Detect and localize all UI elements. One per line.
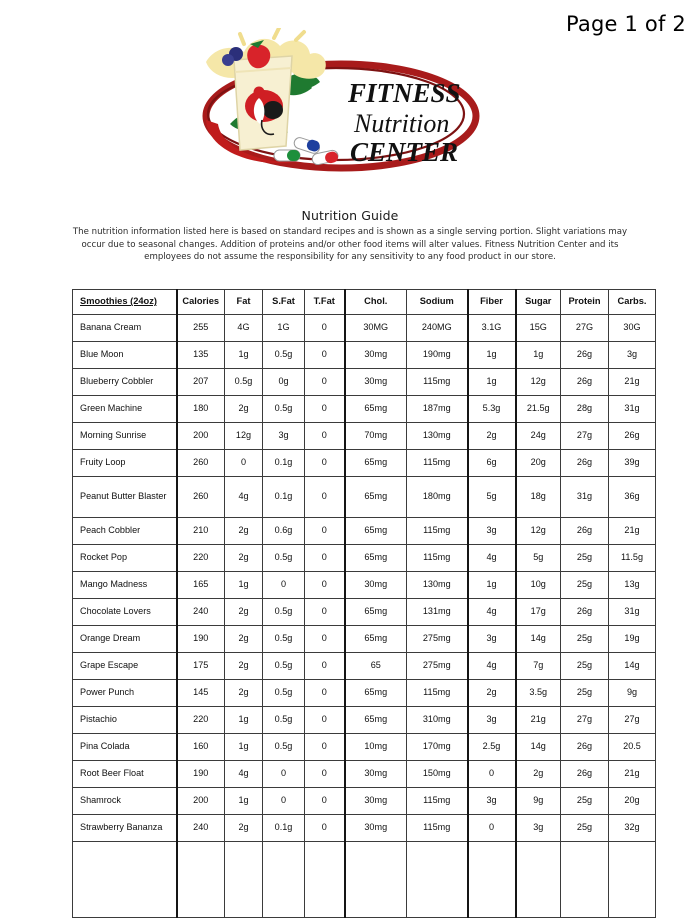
table-row-empty — [73, 842, 656, 918]
cell-sodium: 240MG — [407, 315, 468, 342]
table-row — [73, 396, 656, 423]
cell-sfat: 0g — [263, 369, 305, 396]
table-row — [73, 369, 656, 396]
cell-name: Green Machine — [73, 396, 177, 423]
cell-protein: 31g — [561, 477, 609, 518]
cell-sugar: 14g — [516, 626, 561, 653]
cell-carbs: 36g — [609, 477, 656, 518]
cell-fat: 4g — [225, 761, 263, 788]
cell-sugar: 7g — [516, 653, 561, 680]
cell-fiber: 3g — [468, 707, 516, 734]
cell-sodium: 115mg — [407, 450, 468, 477]
table-row — [73, 450, 656, 477]
cell-carbs: 39g — [609, 450, 656, 477]
cell-sfat: 0.5g — [263, 707, 305, 734]
cell-chol-empty — [345, 842, 407, 918]
cell-sugar: 14g — [516, 734, 561, 761]
cell-fiber: 2g — [468, 423, 516, 450]
cell-sugar: 10g — [516, 572, 561, 599]
cell-name: Chocolate Lovers — [73, 599, 177, 626]
cell-tfat: 0 — [305, 626, 345, 653]
cell-sugar: 9g — [516, 788, 561, 815]
cell-tfat: 0 — [305, 815, 345, 842]
cell-carbs: 9g — [609, 680, 656, 707]
cell-protein: 25g — [561, 680, 609, 707]
column-header-tfat: T.Fat — [305, 290, 345, 315]
cell-tfat: 0 — [305, 450, 345, 477]
cell-chol: 65mg — [345, 599, 407, 626]
cell-tfat: 0 — [305, 653, 345, 680]
logo-text-fitness: FITNESS — [348, 78, 461, 108]
cell-chol: 65mg — [345, 450, 407, 477]
cell-fat: 1g — [225, 342, 263, 369]
cell-fat: 2g — [225, 653, 263, 680]
cell-fiber: 1g — [468, 369, 516, 396]
table-row — [73, 315, 656, 342]
cell-chol: 65mg — [345, 545, 407, 572]
cell-fiber: 5.3g — [468, 396, 516, 423]
cell-carbs: 31g — [609, 599, 656, 626]
cell-protein: 26g — [561, 369, 609, 396]
cell-sfat: 0.5g — [263, 626, 305, 653]
cell-calories: 240 — [177, 815, 225, 842]
cell-chol: 65mg — [345, 626, 407, 653]
cell-carbs-empty — [609, 842, 656, 918]
cell-fiber: 3.1G — [468, 315, 516, 342]
cell-calories: 200 — [177, 423, 225, 450]
cell-tfat: 0 — [305, 707, 345, 734]
cell-carbs: 11.5g — [609, 545, 656, 572]
cell-fiber: 1g — [468, 342, 516, 369]
cell-fat: 2g — [225, 680, 263, 707]
cell-carbs: 32g — [609, 815, 656, 842]
cell-fiber: 0 — [468, 761, 516, 788]
cell-calories-empty — [177, 842, 225, 918]
cell-name: Blueberry Cobbler — [73, 369, 177, 396]
cell-calories: 207 — [177, 369, 225, 396]
cell-name: Mango Madness — [73, 572, 177, 599]
cell-sfat: 1G — [263, 315, 305, 342]
cell-name: Blue Moon — [73, 342, 177, 369]
cell-carbs: 26g — [609, 423, 656, 450]
cell-fiber: 6g — [468, 450, 516, 477]
table-row — [73, 734, 656, 761]
cell-protein: 25g — [561, 815, 609, 842]
cell-name: Shamrock — [73, 788, 177, 815]
cell-carbs: 14g — [609, 653, 656, 680]
cell-protein: 25g — [561, 788, 609, 815]
cell-calories: 260 — [177, 477, 225, 518]
column-header-fiber: Fiber — [468, 290, 516, 315]
cell-protein: 25g — [561, 626, 609, 653]
cell-tfat: 0 — [305, 572, 345, 599]
cell-sfat: 0 — [263, 572, 305, 599]
cell-name: Strawberry Bananza — [73, 815, 177, 842]
table-row — [73, 477, 656, 518]
cell-carbs: 27g — [609, 707, 656, 734]
cell-fat: 0 — [225, 450, 263, 477]
table-row — [73, 545, 656, 572]
cell-protein: 27g — [561, 423, 609, 450]
cell-sugar: 2g — [516, 761, 561, 788]
cell-tfat: 0 — [305, 423, 345, 450]
cell-chol: 65mg — [345, 707, 407, 734]
nutrition-table-container — [72, 289, 647, 918]
cell-fat: 2g — [225, 518, 263, 545]
cell-fat: 4g — [225, 477, 263, 518]
cell-sodium: 115mg — [407, 518, 468, 545]
cell-sugar: 15G — [516, 315, 561, 342]
column-header-carbs: Carbs. — [609, 290, 656, 315]
cell-fat: 2g — [225, 815, 263, 842]
cell-chol: 65mg — [345, 680, 407, 707]
cell-calories: 190 — [177, 626, 225, 653]
cell-sodium: 115mg — [407, 815, 468, 842]
cell-sodium: 115mg — [407, 788, 468, 815]
cell-protein: 26g — [561, 761, 609, 788]
cell-sugar: 21.5g — [516, 396, 561, 423]
cell-fat: 2g — [225, 396, 263, 423]
cell-calories: 255 — [177, 315, 225, 342]
cell-fiber: 2g — [468, 680, 516, 707]
table-row — [73, 572, 656, 599]
cell-calories: 190 — [177, 761, 225, 788]
cell-sfat: 0 — [263, 761, 305, 788]
cell-carbs: 20g — [609, 788, 656, 815]
cell-fiber: 3g — [468, 626, 516, 653]
cell-chol: 65mg — [345, 396, 407, 423]
cell-sodium: 170mg — [407, 734, 468, 761]
cell-chol: 65mg — [345, 477, 407, 518]
cell-sodium: 187mg — [407, 396, 468, 423]
cell-fiber: 1g — [468, 572, 516, 599]
logo-text-center: CENTER — [350, 137, 459, 167]
cell-sodium: 310mg — [407, 707, 468, 734]
cell-name: Peanut Butter Blaster — [73, 477, 177, 518]
nutrition-disclaimer-text: The nutrition information listed here is based on standard recipes and is shown as a single serving portion. Slight variations may occur due to seasonal changes. Addition of proteins and/or other food items will alter values. Fitness Nutrition Center and its employees do not assume the responsibility for any sensitivity to any food product in our store. — [72, 227, 628, 263]
table-row — [73, 518, 656, 545]
cell-sodium: 130mg — [407, 423, 468, 450]
cell-sugar: 17g — [516, 599, 561, 626]
cell-chol: 30mg — [345, 788, 407, 815]
cell-tfat: 0 — [305, 761, 345, 788]
table-row — [73, 599, 656, 626]
cell-protein: 25g — [561, 653, 609, 680]
cell-sugar: 20g — [516, 450, 561, 477]
table-row — [73, 815, 656, 842]
cell-tfat: 0 — [305, 599, 345, 626]
table-row — [73, 342, 656, 369]
cell-fat-empty — [225, 842, 263, 918]
cell-carbs: 20.5 — [609, 734, 656, 761]
logo-text-nutrition: Nutrition — [354, 109, 450, 138]
cell-sfat-empty — [263, 842, 305, 918]
cell-fiber: 4g — [468, 653, 516, 680]
cell-chol: 70mg — [345, 423, 407, 450]
cell-carbs: 21g — [609, 761, 656, 788]
cell-chol: 10mg — [345, 734, 407, 761]
cell-protein: 26g — [561, 450, 609, 477]
cell-fat: 2g — [225, 599, 263, 626]
cell-sodium: 190mg — [407, 342, 468, 369]
cell-fiber: 5g — [468, 477, 516, 518]
logo-container — [0, 28, 700, 178]
cell-tfat: 0 — [305, 518, 345, 545]
cell-sugar: 3.5g — [516, 680, 561, 707]
cell-sfat: 0.5g — [263, 396, 305, 423]
cell-sugar-empty — [516, 842, 561, 918]
cell-sodium: 115mg — [407, 369, 468, 396]
cell-name: Peach Cobbler — [73, 518, 177, 545]
cell-tfat: 0 — [305, 369, 345, 396]
cell-sfat: 0.5g — [263, 680, 305, 707]
cell-carbs: 21g — [609, 518, 656, 545]
column-header-calories: Calories — [177, 290, 225, 315]
cell-sugar: 5g — [516, 545, 561, 572]
cell-chol: 30mg — [345, 342, 407, 369]
cell-tfat: 0 — [305, 315, 345, 342]
cell-sodium: 115mg — [407, 545, 468, 572]
cell-fiber: 2.5g — [468, 734, 516, 761]
cell-protein: 25g — [561, 572, 609, 599]
cell-protein: 26g — [561, 734, 609, 761]
table-header-row — [73, 290, 656, 315]
cell-name-empty — [73, 842, 177, 918]
cell-sodium-empty — [407, 842, 468, 918]
cell-fiber: 3g — [468, 788, 516, 815]
cell-fat: 2g — [225, 545, 263, 572]
cell-name: Fruity Loop — [73, 450, 177, 477]
table-row — [73, 680, 656, 707]
nutrition-table-body — [73, 315, 656, 918]
table-row — [73, 423, 656, 450]
cell-chol: 30mg — [345, 572, 407, 599]
logo-artwork — [178, 28, 488, 178]
table-row — [73, 761, 656, 788]
cell-sugar: 18g — [516, 477, 561, 518]
cell-chol: 30mg — [345, 369, 407, 396]
cell-calories: 145 — [177, 680, 225, 707]
nutrition-table — [72, 289, 656, 918]
column-header-smoothies: Smoothies (24oz) — [73, 290, 177, 315]
cell-sfat: 0.5g — [263, 653, 305, 680]
cell-calories: 200 — [177, 788, 225, 815]
column-header-protein: Protein — [561, 290, 609, 315]
cell-chol: 30MG — [345, 315, 407, 342]
cell-sfat: 0.1g — [263, 450, 305, 477]
cell-fat: 1g — [225, 707, 263, 734]
cell-sfat: 3g — [263, 423, 305, 450]
cell-sfat: 0.1g — [263, 815, 305, 842]
cell-sodium: 150mg — [407, 761, 468, 788]
cell-tfat: 0 — [305, 680, 345, 707]
cell-sfat: 0.1g — [263, 477, 305, 518]
cell-name: Morning Sunrise — [73, 423, 177, 450]
cell-protein: 27g — [561, 707, 609, 734]
cell-name: Banana Cream — [73, 315, 177, 342]
cell-name: Root Beer Float — [73, 761, 177, 788]
cell-fat: 1g — [225, 788, 263, 815]
fitness-nutrition-center-logo — [178, 28, 488, 178]
page-number-label: Page 1 of 2 — [565, 12, 686, 36]
nutrition-guide-title: Nutrition Guide — [301, 208, 399, 223]
cell-fiber: 3g — [468, 518, 516, 545]
cell-tfat-empty — [305, 842, 345, 918]
cell-name: Grape Escape — [73, 653, 177, 680]
cell-calories: 180 — [177, 396, 225, 423]
cell-fiber: 4g — [468, 599, 516, 626]
cell-sugar: 12g — [516, 518, 561, 545]
cell-protein: 27G — [561, 315, 609, 342]
cell-sugar: 21g — [516, 707, 561, 734]
cell-calories: 160 — [177, 734, 225, 761]
cell-sfat: 0.5g — [263, 599, 305, 626]
cell-calories: 165 — [177, 572, 225, 599]
cell-calories: 220 — [177, 707, 225, 734]
cell-protein: 26g — [561, 518, 609, 545]
column-header-chol: Chol. — [345, 290, 407, 315]
cell-sugar: 3g — [516, 815, 561, 842]
cell-carbs: 21g — [609, 369, 656, 396]
cell-sodium: 275mg — [407, 626, 468, 653]
cell-sugar: 24g — [516, 423, 561, 450]
cell-chol: 30mg — [345, 815, 407, 842]
cell-tfat: 0 — [305, 477, 345, 518]
cell-fiber: 0 — [468, 815, 516, 842]
cell-fat: 1g — [225, 734, 263, 761]
cell-fat: 12g — [225, 423, 263, 450]
cell-calories: 210 — [177, 518, 225, 545]
cell-protein: 25g — [561, 545, 609, 572]
cell-fat: 2g — [225, 626, 263, 653]
cell-fat: 0.5g — [225, 369, 263, 396]
cell-calories: 135 — [177, 342, 225, 369]
cell-calories: 240 — [177, 599, 225, 626]
cell-tfat: 0 — [305, 396, 345, 423]
column-header-sodium: Sodium — [407, 290, 468, 315]
cell-fiber: 4g — [468, 545, 516, 572]
table-row — [73, 626, 656, 653]
cell-carbs: 3g — [609, 342, 656, 369]
cell-sfat: 0.5g — [263, 734, 305, 761]
table-row — [73, 653, 656, 680]
cell-protein: 26g — [561, 342, 609, 369]
cell-tfat: 0 — [305, 788, 345, 815]
cell-sfat: 0.5g — [263, 342, 305, 369]
cell-tfat: 0 — [305, 545, 345, 572]
cell-tfat: 0 — [305, 734, 345, 761]
table-row — [73, 788, 656, 815]
cell-sodium: 180mg — [407, 477, 468, 518]
cell-protein: 28g — [561, 396, 609, 423]
cell-tfat: 0 — [305, 342, 345, 369]
cell-fat: 4G — [225, 315, 263, 342]
cell-sodium: 115mg — [407, 680, 468, 707]
cell-sugar: 12g — [516, 369, 561, 396]
cell-chol: 65mg — [345, 518, 407, 545]
column-header-sugar: Sugar — [516, 290, 561, 315]
column-header-sfat: S.Fat — [263, 290, 305, 315]
nutrition-guide-block — [70, 208, 630, 264]
cell-calories: 260 — [177, 450, 225, 477]
cell-name: Power Punch — [73, 680, 177, 707]
cell-carbs: 13g — [609, 572, 656, 599]
cell-protein: 26g — [561, 599, 609, 626]
cell-chol: 65 — [345, 653, 407, 680]
cell-name: Orange Dream — [73, 626, 177, 653]
cell-fat: 1g — [225, 572, 263, 599]
table-row — [73, 707, 656, 734]
cell-chol: 30mg — [345, 761, 407, 788]
cell-name: Rocket Pop — [73, 545, 177, 572]
cell-sfat: 0.6g — [263, 518, 305, 545]
cell-calories: 220 — [177, 545, 225, 572]
cell-sfat: 0.5g — [263, 545, 305, 572]
cell-carbs: 31g — [609, 396, 656, 423]
cell-sfat: 0 — [263, 788, 305, 815]
cell-fiber-empty — [468, 842, 516, 918]
cell-name: Pistachio — [73, 707, 177, 734]
cell-carbs: 30G — [609, 315, 656, 342]
cell-sodium: 130mg — [407, 572, 468, 599]
cell-sugar: 1g — [516, 342, 561, 369]
cell-sodium: 131mg — [407, 599, 468, 626]
cell-calories: 175 — [177, 653, 225, 680]
column-header-fat: Fat — [225, 290, 263, 315]
cell-protein-empty — [561, 842, 609, 918]
cell-sodium: 275mg — [407, 653, 468, 680]
cell-carbs: 19g — [609, 626, 656, 653]
cell-name: Pina Colada — [73, 734, 177, 761]
